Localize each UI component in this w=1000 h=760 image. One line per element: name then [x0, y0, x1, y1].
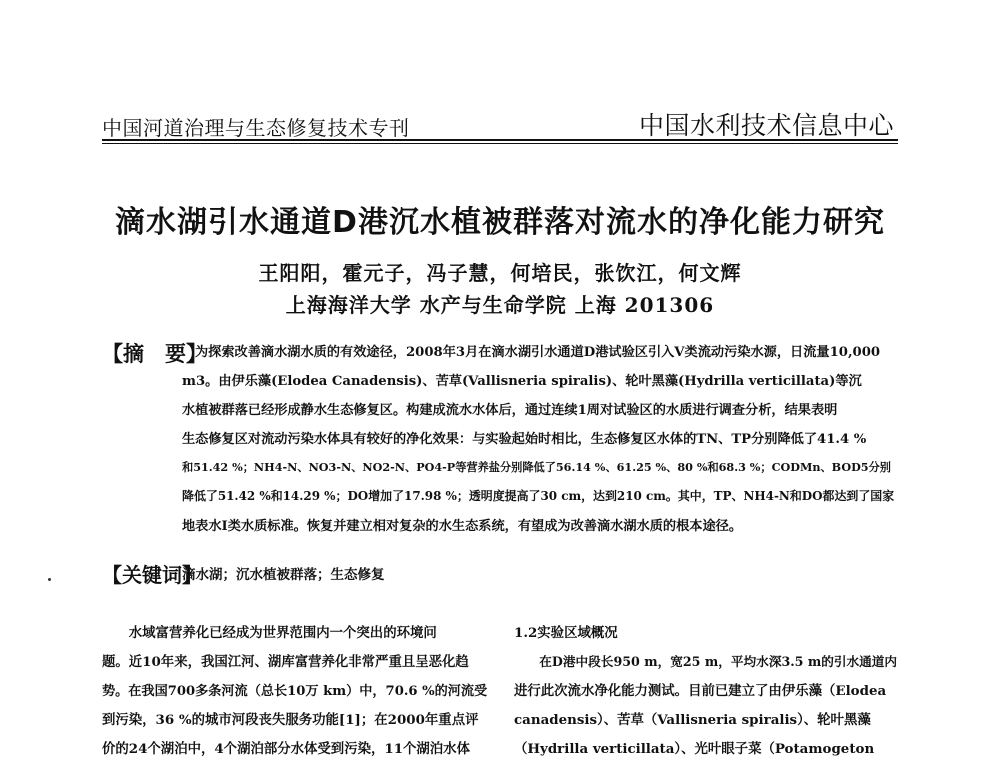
abstract-label: 【摘 要】: [102, 342, 207, 366]
body-left-line: 题。近10年来，我国江河、湖库富营养化非常严重且呈恶化趋: [102, 654, 469, 670]
paper-authors: 王阳阳，霍元子，冯子慧，何培民，张饮江，何文辉: [258, 261, 742, 285]
paper-title: 滴水湖引水通道D港沉水植被群落对流水的净化能力研究: [115, 205, 885, 240]
abstract-line: 水植被群落已经形成静水生态修复区。构建成流水水体后，通过连续1周对试验区的水质进行调查分析，结果表明: [182, 403, 838, 418]
journal-header-right: 中国水利技术信息中心: [638, 111, 894, 140]
stray-dot: [48, 578, 51, 581]
keywords-text: 滴水湖；沉水植被群落；生态修复: [182, 567, 385, 583]
abstract-line: m3。由伊乐藻(Elodea Canadensis)、苦草(Vallisneria spiralis)、轮叶黑藻(Hydrilla verticillata)等沉: [182, 374, 862, 389]
keywords-label: 【关键词】: [102, 563, 202, 587]
section-heading: 1.2实验区域概况: [514, 625, 618, 641]
paper-affiliation: 上海海洋大学 水产与生命学院 上海 201306: [285, 293, 715, 317]
body-right-line: 在D港中段长950 m，宽25 m，平均水深3.5 m的引水通道内: [514, 654, 898, 669]
body-left-line: 水域富营养化已经成为世界范围内一个突出的环境问: [102, 625, 437, 641]
body-left-line: 价的24个湖泊中，4个湖泊部分水体受到污染，11个湖泊水体: [102, 741, 470, 757]
abstract-line: 为探索改善滴水湖水质的有效途径，2008年3月在滴水湖引水通道D港试验区引入V类流动污染水源，日流量10,000: [195, 345, 881, 360]
abstract-line: 生态修复区对流动污染水体具有较好的净化效果：与实验起始时相比，生态修复区水体的TN、TP分别降低了41.4 %: [182, 432, 867, 447]
body-left-line: 到污染，36 %的城市河段丧失服务功能[1]；在2000年重点评: [102, 712, 479, 728]
abstract-line: 降低了51.42 %和14.29 %；DO增加了17.98 %；透明度提高了30 cm，达到210 cm。其中，TP、NH4-N和DO都达到了国家: [182, 489, 895, 503]
header-rule: [102, 139, 898, 141]
header-rule-thin: [102, 143, 898, 144]
body-right-line: canadensis）、苦草（Vallisneria spiralis）、轮叶黑藻: [514, 712, 871, 728]
body-right-line: 进行此次流水净化能力测试。目前已建立了由伊乐藻（Elodea: [514, 683, 887, 699]
journal-header-left: 中国河道治理与生态修复技术专刊: [102, 116, 410, 140]
body-right-line: （Hydrilla verticillata）、光叶眼子菜（Potamogeton: [514, 741, 875, 757]
abstract-line: 地表水I类水质标准。恢复并建立相对复杂的水生态系统，有望成为改善滴水湖水质的根本途径。: [182, 519, 743, 534]
body-left-line: 势。在我国700多条河流（总长10万 km）中，70.6 %的河流受: [102, 684, 488, 699]
abstract-line: 和51.42 %；NH4-N、NO3-N、NO2-N、PO4-P等营养盐分别降低了56.14 %、61.25 %、80 %和68.3 %；CODMn、BOD5分别: [182, 460, 891, 474]
